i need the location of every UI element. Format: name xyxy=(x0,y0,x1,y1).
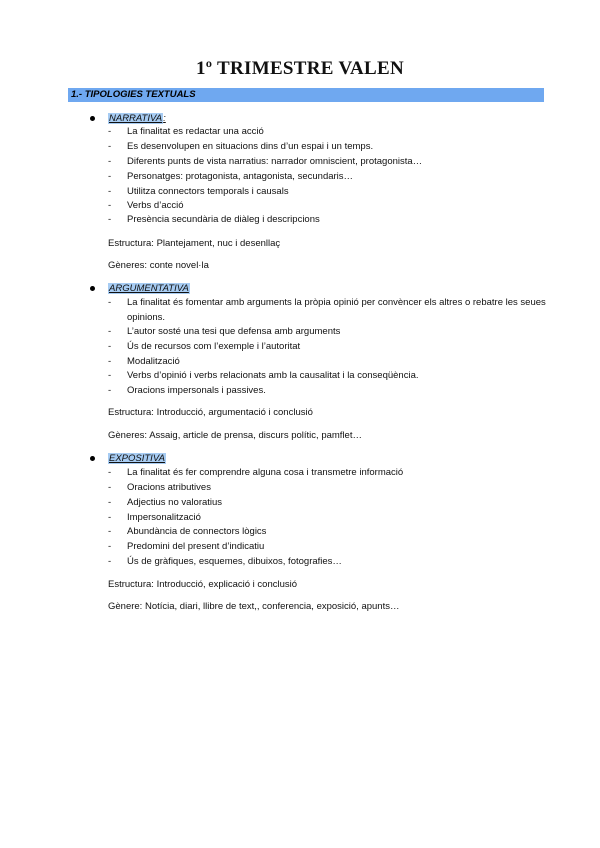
list-item-text: L’autor sosté una tesi que defensa amb arguments xyxy=(127,326,341,337)
list-item xyxy=(108,213,548,228)
dash-marker: - xyxy=(108,356,112,367)
genres-text: Gèneres: conte novel·la xyxy=(108,260,209,271)
list-item-text: Adjectius no valoratius xyxy=(127,497,223,508)
dash-marker: - xyxy=(108,497,112,508)
type-label-narrativa: NARRATIVA xyxy=(109,113,163,124)
list-item xyxy=(108,340,548,355)
dash-marker: - xyxy=(108,556,112,567)
list-item-text: Oracions impersonals i passives. xyxy=(127,385,266,396)
section-header-bar xyxy=(68,88,544,102)
dash-marker: - xyxy=(108,200,112,211)
list-item-text: Verbs d’opinió i verbs relacionats amb la causalitat i la conseqüència. xyxy=(127,370,419,381)
list-item-text: La finalitat es redactar una acció xyxy=(127,126,264,137)
list-item xyxy=(108,325,548,340)
list-item xyxy=(108,540,548,555)
list-item-text: Verbs d’acció xyxy=(127,200,184,211)
dash-marker: - xyxy=(108,467,112,478)
list-item xyxy=(108,155,548,170)
list-item xyxy=(108,140,548,155)
list-item xyxy=(108,555,548,570)
list-item xyxy=(108,185,548,200)
document-title: 1º TRIMESTRE VALEN xyxy=(195,58,405,79)
type-label-argumentativa: ARGUMENTATIVA xyxy=(109,283,189,294)
dash-marker: - xyxy=(108,326,112,337)
list-item-text: Ús de recursos com l’exemple i l’autoritat xyxy=(127,341,301,352)
list-item-text: Oracions atributives xyxy=(127,482,211,493)
dash-marker: - xyxy=(108,186,112,197)
genres-text: Gèneres: Assaig, article de prensa, discurs polític, pamflet… xyxy=(108,430,362,441)
list-item-text: Modalització xyxy=(127,356,180,367)
bullet-icon xyxy=(90,286,95,291)
list-item xyxy=(108,170,548,185)
list-item xyxy=(108,199,548,214)
dash-marker: - xyxy=(108,541,112,552)
dash-marker: - xyxy=(108,370,112,381)
list-item-text: Es desenvolupen en situacions dins d’un espai i un temps. xyxy=(127,141,374,152)
list-item-text: Presència secundària de diàleg i descripcions xyxy=(127,214,320,225)
list-item xyxy=(108,496,548,511)
list-item xyxy=(108,481,548,496)
list-item xyxy=(108,511,548,526)
list-item-text: La finalitat és fomentar amb arguments la pròpia opinió per convèncer els altres o rebatre les seues opinions. xyxy=(127,297,546,323)
dash-marker: - xyxy=(108,482,112,493)
dash-marker: - xyxy=(108,171,112,182)
list-item-text: Utilitza connectors temporals i causals xyxy=(127,186,289,197)
type-label-suffix: : xyxy=(163,113,166,124)
dash-marker: - xyxy=(108,156,112,167)
structure-text: Estructura: Introducció, argumentació i conclusió xyxy=(108,407,313,418)
structure-text: Estructura: Introducció, explicació i conclusió xyxy=(108,579,298,590)
section-header-label: 1.- TIPOLOGIES TEXTUALS xyxy=(71,89,196,100)
list-item-text: Impersonalització xyxy=(127,512,201,523)
list-item xyxy=(108,296,548,325)
dash-marker: - xyxy=(108,297,112,308)
list-item xyxy=(108,125,548,140)
genres-text: Gènere: Notícia, diari, llibre de text,, conferencia, exposició, apunts… xyxy=(108,601,400,612)
dash-marker: - xyxy=(108,126,112,137)
list-item-text: Ús de gràfiques, esquemes, dibuixos, fotografies… xyxy=(127,556,342,567)
list-item-text: La finalitat és fer comprendre alguna cosa i transmetre informació xyxy=(127,467,404,478)
list-item xyxy=(108,466,548,481)
list-item xyxy=(108,384,548,399)
list-item-text: Diferents punts de vista narratius: narrador omniscient, protagonista… xyxy=(127,156,423,167)
list-item xyxy=(108,525,548,540)
list-item xyxy=(108,355,548,370)
list-item xyxy=(108,369,548,384)
dash-marker: - xyxy=(108,214,112,225)
type-label-expositiva: EXPOSITIVA xyxy=(109,453,165,464)
dash-marker: - xyxy=(108,141,112,152)
list-item-text: Predomini del present d’indicatiu xyxy=(127,541,265,552)
dash-marker: - xyxy=(108,512,112,523)
list-item-text: Abundància de connectors lògics xyxy=(127,526,267,537)
bullet-icon xyxy=(90,116,95,121)
dash-marker: - xyxy=(108,341,112,352)
bullet-icon xyxy=(90,456,95,461)
dash-marker: - xyxy=(108,526,112,537)
structure-text: Estructura: Plantejament, nuc i desenllaç xyxy=(108,238,281,249)
list-item-text: Personatges: protagonista, antagonista, secundaris… xyxy=(127,171,354,182)
dash-marker: - xyxy=(108,385,112,396)
